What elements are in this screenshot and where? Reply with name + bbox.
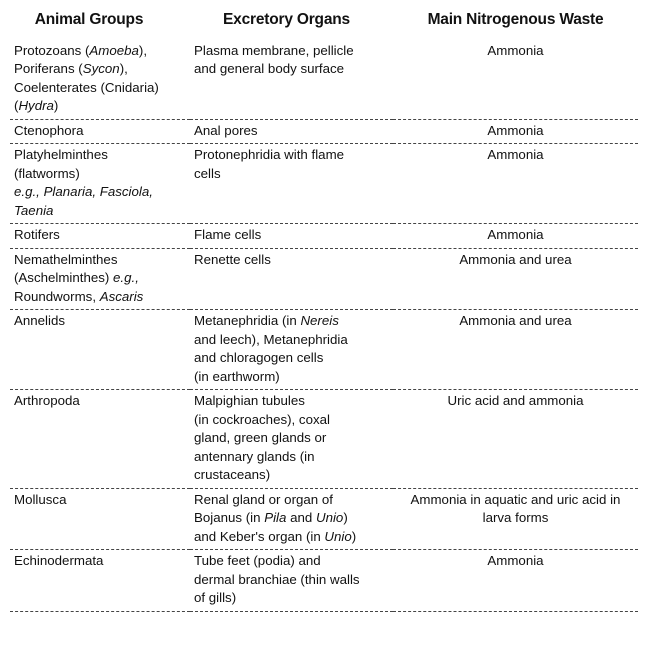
text-segment: Annelids [14, 313, 66, 328]
cell-line [194, 226, 389, 245]
text-segment: Rotifers [14, 227, 60, 242]
text-segment: larva forms [482, 510, 549, 525]
cell-line [14, 146, 184, 165]
table-row [10, 310, 638, 390]
cell-line [395, 312, 636, 331]
table-row [10, 550, 638, 612]
cell-line [395, 491, 636, 510]
italic-text: Pila [264, 510, 287, 525]
cell-excretory-organ [190, 224, 393, 249]
cell-animal-group [10, 224, 190, 249]
cell-line [395, 42, 636, 61]
cell-animal-group [10, 390, 190, 489]
cell-animal-group [10, 488, 190, 550]
header-nitrogenous-waste: Main Nitrogenous Waste [427, 11, 604, 28]
header-row [10, 8, 638, 42]
cell-line [194, 528, 389, 547]
cell-nitrogenous-waste [393, 488, 638, 550]
cell-excretory-organ [190, 248, 393, 310]
text-segment: Renal gland or organ of [194, 491, 333, 507]
text-segment: Echinodermata [14, 553, 104, 568]
text-segment: Ammonia [487, 122, 544, 138]
cell-line [194, 392, 389, 411]
cell-line [194, 589, 389, 608]
text-segment: Bojanus (in [194, 510, 265, 525]
text-segment: crustaceans) [194, 467, 271, 482]
table-body [10, 42, 638, 612]
cell-nitrogenous-waste [393, 144, 638, 224]
text-segment: Protozoans ( [14, 42, 90, 58]
table-row [10, 42, 638, 120]
text-segment: and chloragogen cells [194, 350, 324, 365]
table-row [10, 224, 638, 249]
cell-line [14, 183, 184, 202]
cell-animal-group [10, 119, 190, 144]
text-segment: ) [53, 98, 59, 113]
text-segment: of gills) [194, 590, 237, 605]
text-segment: and general body surface [194, 61, 345, 76]
text-segment: antennary glands (in [194, 448, 315, 464]
cell-line [14, 97, 184, 116]
text-segment: ), [119, 61, 128, 76]
table-row [10, 119, 638, 144]
text-segment: Flame cells [194, 227, 262, 242]
text-segment: Plasma membrane, pellicle [194, 42, 354, 58]
cell-line [194, 349, 389, 368]
text-segment: Ammonia and urea [459, 313, 572, 328]
text-segment: Coelenterates (Cnidaria) [14, 79, 159, 95]
italic-text: Nereis [300, 313, 339, 328]
cell-animal-group [10, 248, 190, 310]
cell-line [14, 392, 184, 411]
cell-line [194, 491, 389, 510]
text-segment: Uric acid and ammonia [447, 393, 584, 408]
italic-text: Ascaris [99, 288, 144, 304]
cell-line [14, 552, 184, 571]
text-segment: Nemathelminthes [14, 251, 118, 267]
italic-text: Sycon [82, 61, 120, 76]
text-segment: (in cockroaches), coxal [194, 411, 330, 427]
text-segment: and leech), Metanephridia [194, 331, 348, 347]
cell-line [14, 79, 184, 98]
cell-line [194, 552, 389, 571]
text-segment: ( [14, 98, 19, 113]
cell-excretory-organ [190, 310, 393, 390]
cell-line [14, 312, 184, 331]
text-segment: Poriferans ( [14, 61, 83, 76]
text-segment: Platyhelminthes [14, 147, 108, 162]
text-segment: Renette cells [194, 251, 271, 267]
cell-nitrogenous-waste [393, 42, 638, 120]
cell-line [194, 146, 389, 165]
cell-line [194, 571, 389, 590]
cell-line [14, 165, 184, 184]
cell-nitrogenous-waste [393, 119, 638, 144]
cell-line [14, 202, 184, 221]
table-row [10, 144, 638, 224]
cell-line [14, 42, 184, 61]
text-segment: cells [194, 165, 221, 181]
cell-line [395, 392, 636, 411]
text-segment: Ctenophora [14, 122, 84, 138]
cell-line [194, 165, 389, 184]
italic-text: Unio [315, 510, 344, 525]
italic-text: Amoeba [89, 42, 139, 58]
cell-line [14, 491, 184, 510]
cell-line [194, 312, 389, 331]
cell-line [194, 411, 389, 430]
cell-line [194, 429, 389, 448]
cell-line [395, 509, 636, 528]
cell-line [14, 226, 184, 245]
text-segment: Mollusca [14, 491, 67, 507]
text-segment: Ammonia [487, 227, 544, 242]
text-segment: (flatworms) [14, 165, 80, 181]
text-segment: Protonephridia with flame [194, 147, 345, 162]
italic-text: Taenia [14, 202, 54, 218]
text-segment: Metanephridia (in [194, 313, 301, 328]
text-segment: gland, green glands or [194, 430, 327, 445]
text-segment: Ammonia [487, 553, 544, 568]
cell-nitrogenous-waste [393, 390, 638, 489]
text-segment: Ammonia in aquatic and uric acid in [410, 491, 621, 507]
cell-animal-group [10, 310, 190, 390]
cell-excretory-organ [190, 390, 393, 489]
italic-text: e.g., [113, 270, 139, 285]
header-excretory-organs: Excretory Organs [223, 11, 350, 28]
cell-line [194, 251, 389, 270]
cell-line [194, 122, 389, 141]
cell-nitrogenous-waste [393, 248, 638, 310]
cell-line [194, 331, 389, 350]
cell-excretory-organ [190, 144, 393, 224]
italic-text: e.g., Planaria, Fasciola, [14, 184, 153, 199]
cell-line [14, 60, 184, 79]
text-segment: ) [351, 528, 357, 544]
cell-line [395, 122, 636, 141]
cell-line [194, 60, 389, 79]
text-segment: Ammonia [487, 147, 544, 162]
cell-line [14, 269, 184, 288]
text-segment: dermal branchiae (thin walls [194, 571, 360, 587]
text-segment: Tube feet (podia) and [194, 553, 321, 568]
cell-excretory-organ [190, 488, 393, 550]
text-segment: (Aschelminthes) [14, 270, 114, 285]
cell-line [194, 42, 389, 61]
cell-nitrogenous-waste [393, 550, 638, 612]
cell-line [194, 448, 389, 467]
text-segment: Arthropoda [14, 393, 80, 408]
text-segment: and Keber's organ (in [194, 528, 325, 544]
cell-line [194, 368, 389, 387]
text-segment: Ammonia [487, 42, 544, 58]
italic-text: Hydra [18, 98, 54, 113]
cell-line [395, 552, 636, 571]
cell-line [14, 288, 184, 307]
cell-line [395, 226, 636, 245]
text-segment: (in earthworm) [194, 368, 280, 384]
italic-text: Unio [324, 528, 352, 544]
cell-excretory-organ [190, 119, 393, 144]
table-row [10, 390, 638, 489]
table-row [10, 248, 638, 310]
text-segment: and [286, 510, 316, 525]
cell-animal-group [10, 550, 190, 612]
cell-excretory-organ [190, 550, 393, 612]
text-segment: Malpighian tubules [194, 393, 305, 408]
cell-line [14, 122, 184, 141]
table-header [10, 8, 638, 42]
excretion-table [10, 8, 638, 612]
cell-nitrogenous-waste [393, 224, 638, 249]
text-segment: ) [343, 510, 348, 525]
text-segment: Roundworms, [14, 288, 100, 304]
cell-animal-group [10, 144, 190, 224]
table-row [10, 488, 638, 550]
cell-line [14, 251, 184, 270]
cell-excretory-organ [190, 42, 393, 120]
text-segment: Anal pores [194, 122, 258, 138]
cell-line [395, 146, 636, 165]
cell-line [194, 509, 389, 528]
text-segment: ), [138, 42, 148, 58]
cell-line [395, 251, 636, 270]
text-segment: Ammonia and urea [459, 251, 572, 267]
cell-animal-group [10, 42, 190, 120]
cell-line [194, 466, 389, 485]
header-animal-groups: Animal Groups [34, 11, 144, 28]
cell-nitrogenous-waste [393, 310, 638, 390]
